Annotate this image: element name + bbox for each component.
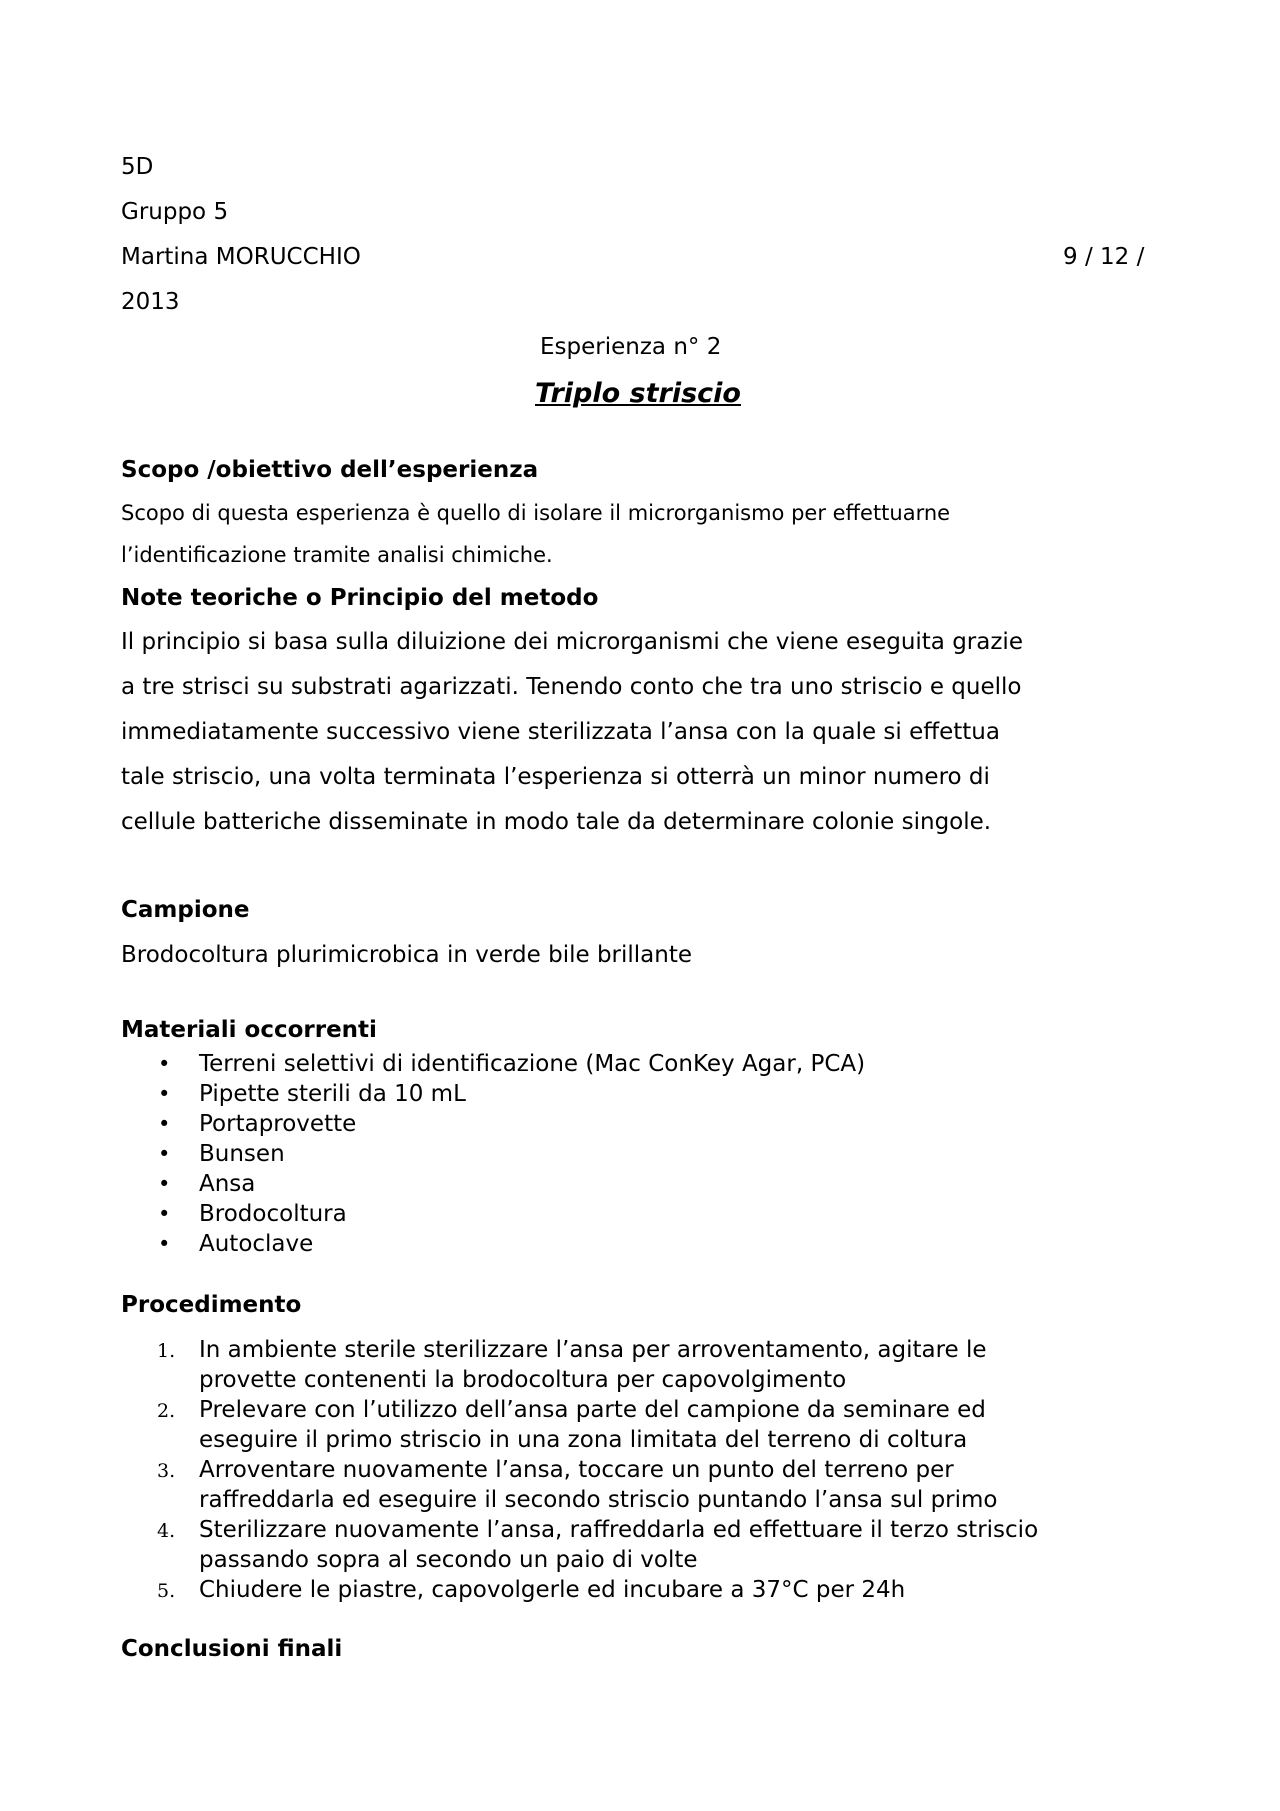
bullet-icon: •: [158, 1172, 171, 1196]
list-item: • Bunsen: [158, 1141, 285, 1167]
procedure-step: 1. In ambiente sterile sterilizzare l’ansa per arroventamento, agitare le provette contenenti la brodocoltura per capovolgimento: [157, 1337, 987, 1393]
date-part-2: 2013: [121, 289, 180, 315]
procedure-step: 5. Chiudere le piastre, capovolgerle ed incubare a 37°C per 24h: [121, 1575, 1038, 1605]
procedure-steps: [121, 1335, 1038, 1605]
scope-line-2: l’identificazione tramite analisi chimiche.: [121, 543, 553, 567]
theory-line-1: Il principio si basa sulla diluizione dei microrganismi che viene eseguita grazie: [121, 629, 1023, 655]
materials-list: [121, 1049, 865, 1259]
step-number: 4.: [157, 1520, 176, 1542]
procedure-step: 2. Prelevare con l’utilizzo dell’ansa parte del campione da seminare ed eseguire il primo striscio in una zona limitata del terreno di coltura: [157, 1397, 986, 1453]
sample-heading: Campione: [121, 897, 250, 923]
class-label: 5D: [121, 154, 154, 180]
materials-heading: Materiali occorrenti: [121, 1017, 377, 1043]
list-item: • Brodocoltura: [158, 1201, 347, 1227]
date-part-1: 9 / 12 /: [1063, 244, 1145, 270]
bullet-icon: •: [158, 1052, 171, 1076]
scope-line-1: Scopo di questa esperienza è quello di isolare il microrganismo per effettuarne: [121, 501, 951, 525]
list-item: • Terreni selettivi di identificazione (Mac ConKey Agar, PCA): [158, 1051, 866, 1077]
student-name: Martina MORUCCHIO: [121, 244, 361, 270]
step-number: 1.: [157, 1340, 176, 1362]
sample-text: Brodocoltura plurimicrobica in verde bile brillante: [121, 942, 693, 968]
bullet-icon: •: [158, 1082, 171, 1106]
group-label: Gruppo 5: [121, 199, 229, 225]
theory-line-4: tale striscio, una volta terminata l’esperienza si otterrà un minor numero di: [121, 764, 990, 790]
theory-line-2: a tre strisci su substrati agarizzati. Tenendo conto che tra uno striscio e quello: [121, 674, 1022, 700]
theory-heading: Note teoriche o Principio del metodo: [121, 585, 599, 611]
list-item: • Pipette sterili da 10 mL: [158, 1081, 466, 1107]
list-item: • Autoclave: [158, 1231, 314, 1257]
procedure-step: 4. Sterilizzare nuovamente l’ansa, raffreddarla ed effettuare il terzo striscio passando sopra al secondo un paio di volte: [157, 1517, 1039, 1573]
list-item: • Portaprovette: [158, 1111, 357, 1137]
scope-heading: Scopo /obiettivo dell’esperienza: [121, 457, 539, 483]
step-number: 5.: [157, 1580, 176, 1602]
bullet-icon: •: [158, 1232, 171, 1256]
step-number: 2.: [157, 1400, 176, 1422]
document-title: Triplo striscio: [535, 378, 741, 409]
conclusions-heading: Conclusioni finali: [121, 1636, 343, 1662]
experience-number: Esperienza n° 2: [540, 334, 722, 360]
bullet-icon: •: [158, 1112, 171, 1136]
bullet-icon: •: [158, 1202, 171, 1226]
step-number: 3.: [157, 1460, 176, 1482]
procedure-step: 3. Arroventare nuovamente l’ansa, toccare un punto del terreno per raffreddarla ed eseguire il secondo striscio puntando l’ansa sul primo: [157, 1457, 998, 1513]
theory-line-3: immediatamente successivo viene sterilizzata l’ansa con la quale si effettua: [121, 719, 1000, 745]
procedure-heading: Procedimento: [121, 1292, 302, 1318]
theory-line-5: cellule batteriche disseminate in modo tale da determinare colonie singole.: [121, 809, 992, 835]
bullet-icon: •: [158, 1142, 171, 1166]
list-item: • Ansa: [158, 1171, 256, 1197]
